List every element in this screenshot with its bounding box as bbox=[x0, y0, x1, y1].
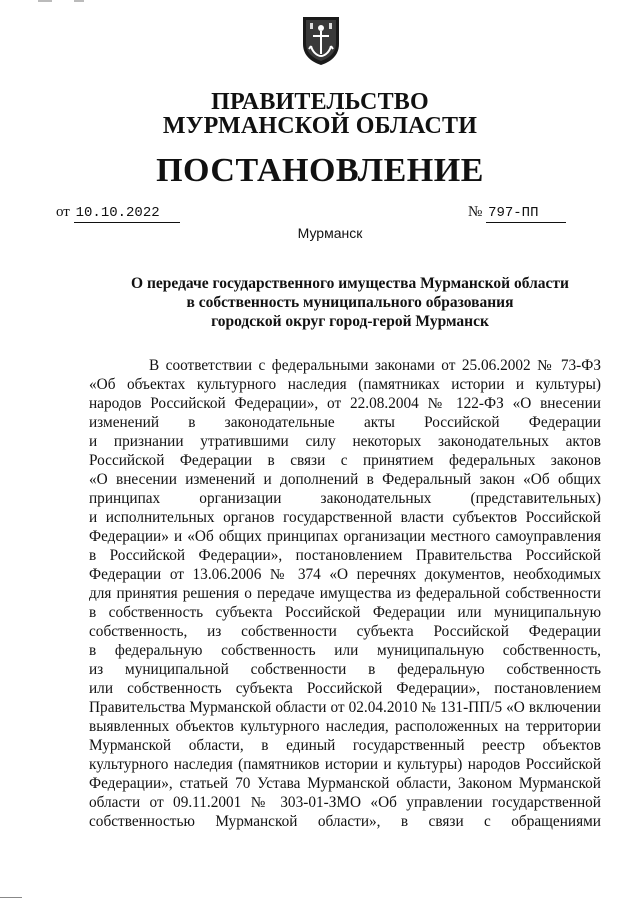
body-line: изменений в законодательные акты Российской Федерации bbox=[89, 414, 601, 431]
body-line: принципах организации законодательных (представительных) bbox=[89, 490, 601, 507]
body-line: Правительства Мурманской области от 02.04.2010 № 131-ПП/5 «О включении bbox=[89, 699, 601, 716]
body-line: и признании утратившими силу некоторых законодательных актов bbox=[89, 433, 601, 450]
body-line: Федерации» и «Об общих принципах организации местного самоуправления bbox=[89, 528, 601, 545]
document-number-row bbox=[468, 203, 566, 223]
document-city: Мурманск bbox=[297, 225, 363, 241]
number-prefix: № bbox=[468, 204, 483, 220]
body-line: в собственность субъекта Российской Федерации или муниципальную bbox=[89, 604, 601, 621]
body-line: народов Российской Федерации», от 22.08.2004 № 122-ФЗ «О внесении bbox=[89, 395, 601, 412]
document-type-title: ПОСТАНОВЛЕНИЕ bbox=[156, 152, 484, 189]
body-line: собственностью Мурманской области», в связи с обращениями bbox=[89, 813, 601, 830]
body-line: в федеральную собственность или муниципальную собственность, bbox=[89, 642, 601, 659]
body-line: культурного наследия (памятников истории и культуры) народов Российской bbox=[89, 756, 601, 773]
body-line: выявленных объектов культурного наследия, расположенных на территории bbox=[89, 718, 601, 735]
coat-of-arms-icon bbox=[300, 14, 342, 66]
body-line: или собственность субъекта Российской Федерации», постановлением bbox=[89, 680, 601, 697]
body-line: области от 09.11.2001 № 303-01-ЗМО «Об управлении государственной bbox=[89, 794, 601, 811]
body-line: в Российской Федерации», постановлением Правительства Российской bbox=[89, 547, 601, 564]
body-line: Федерации от 13.06.2006 № 374 «О перечнях документов, необходимых bbox=[89, 566, 601, 583]
document-subject-line1: О передаче государственного имущества Мурманской области bbox=[131, 275, 569, 292]
document-subject-line2: в собственность муниципального образования bbox=[186, 294, 514, 311]
body-line: Федерации», статьей 70 Устава Мурманской области, Законом Мурманской bbox=[89, 775, 601, 792]
body-line: из муниципальной собственности в федеральную собственность bbox=[89, 661, 601, 678]
body-line: для принятия решения о передаче имущества из федеральной собственности bbox=[89, 585, 601, 602]
body-line: Российской Федерации в связи с принятием федеральных законов bbox=[89, 452, 601, 469]
scan-artifact-mark bbox=[38, 0, 98, 4]
government-name-line1: ПРАВИТЕЛЬСТВО bbox=[211, 89, 429, 115]
document-date: 10.10.2022 bbox=[74, 204, 180, 223]
body-line: Мурманской области, в единый государственный реестр объектов bbox=[89, 737, 601, 754]
document-date-row bbox=[56, 203, 180, 223]
body-line: «О внесении изменений и дополнений в Федеральный закон «Об общих bbox=[89, 471, 601, 488]
date-prefix: от bbox=[56, 204, 70, 220]
body-line: «Об объектах культурного наследия (памятниках истории и культуры) bbox=[89, 376, 601, 393]
government-name-line2: МУРМАНСКОЙ ОБЛАСТИ bbox=[162, 113, 478, 139]
body-line: собственность, из собственности субъекта Российской Федерации bbox=[89, 623, 601, 640]
body-line: и исполнительных органов государственной власти субъектов Российской bbox=[89, 509, 601, 526]
document-subject-line3: городской округ город-герой Мурманск bbox=[211, 313, 489, 330]
document-number: 797-ПП bbox=[486, 204, 566, 223]
page-edge-rule bbox=[0, 897, 22, 898]
body-line: В соответствии с федеральными законами от 25.06.2002 № 73-ФЗ bbox=[149, 357, 601, 374]
